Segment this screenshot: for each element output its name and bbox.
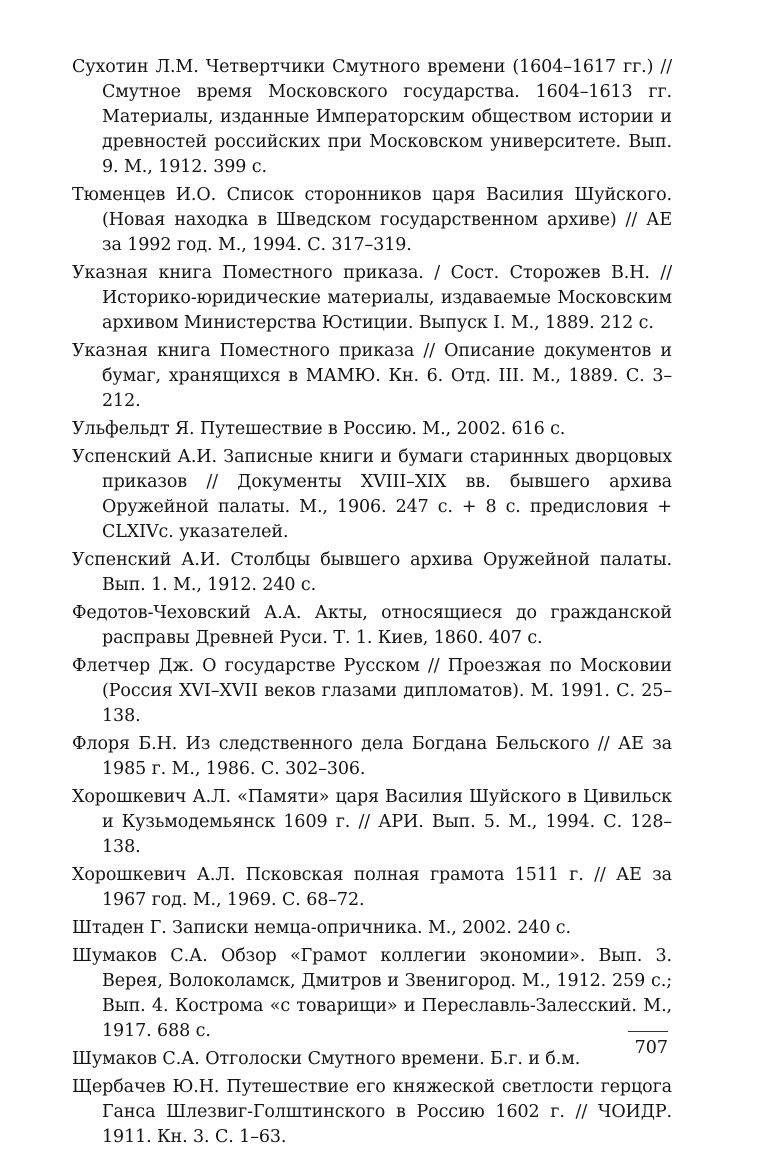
bibliography-entry-sukhotin: Сухотин Л.М. Четвертчики Смутного времени (1604–1617 гг.) // Смутное время Московского государства. 1604–1613 гг. Материалы, изданные Императорским обществом истории и древностей российских при Московском университете. Вып. 9. М., 1912. 399 с.: [72, 57, 672, 177]
bibliography-entry-ulfeldt: Ульфельдт Я. Путешествие в Россию. М., 2002. 616 с.: [72, 419, 566, 439]
bibliography-entry-uspensky-1: Успенский А.И. Записные книги и бумаги старинных дворцовых приказов // Документы XVIII–XIX вв. бывшего архива Оружейной палаты. М., 1906. 247 с. + 8 с. предисловия + CLXIVс. указателей.: [72, 447, 672, 542]
bibliography-entry-fletcher: Флетчер Дж. О государстве Русском // Проезжая по Московии (Россия XVI–XVII веков глазами дипломатов). М. 1991. С. 25–138.: [72, 656, 672, 726]
bibliography-entry-ukaznaya-kniga-1: Указная книга Поместного приказа. / Сост. Сторожев В.Н. // Историко-юридические материалы, издаваемые Московским архивом Министерства Юстиции. Выпуск I. М., 1889. 212 с.: [72, 263, 672, 333]
bibliography-entry-ukaznaya-kniga-2: Указная книга Поместного приказа // Описание документов и бумаг, хранящихся в МАМЮ. Кн. 6. Отд. III. М., 1889. С. 3–212.: [72, 341, 672, 411]
bibliography-entry-florya: Флоря Б.Н. Из следственного дела Богдана Бельского // АЕ за 1985 г. М., 1986. С. 302–306.: [72, 734, 672, 779]
bibliography-entry-staden: Штаден Г. Записки немца-опричника. М., 2002. 240 с.: [72, 918, 571, 938]
bibliography-entry-shumakov-1: Шумаков С.А. Обзор «Грамот коллегии экономии». Вып. 3. Верея, Волоколамск, Дмитров и Звенигород. М., 1912. 259 с.; Вып. 4. Кострома «с товарищи» и Переславль-Залесский. М., 1917. 688 с.: [72, 946, 672, 1041]
bibliography-entry-fedotov-chekhovsky: Федотов-Чеховский А.А. Акты, относящиеся до гражданской расправы Древней Руси. Т. 1. Киев, 1860. 407 с.: [72, 603, 672, 648]
bibliography-entry-tyumentsev: Тюменцев И.О. Список сторонников царя Василия Шуйского. (Новая находка в Шведском государственном архиве) // АЕ за 1992 год. М., 1994. С. 317–319.: [72, 185, 672, 255]
page-number: 707: [634, 1038, 668, 1058]
bibliography-entry-shcherbachev: Щербачев Ю.Н. Путешествие его княжеской светлости герцога Ганса Шлезвиг-Голштинского в Россию 1602 г. // ЧОИДР. 1911. Кн. 3. С. 1–63.: [72, 1077, 672, 1147]
bibliography-entry-uspensky-2: Успенский А.И. Столбцы бывшего архива Оружейной палаты. Вып. 1. М., 1912. 240 с.: [72, 550, 672, 595]
bibliography-entry-khoroshkevich-1: Хорошкевич А.Л. «Памяти» царя Василия Шуйского в Цивильск и Кузьмодемьянск 1609 г. // АРИ. Вып. 5. М., 1994. С. 128–138.: [72, 787, 672, 857]
bibliography-list: [72, 55, 672, 1153]
bibliography-entry-shumakov-2: Шумаков С.А. Отголоски Смутного времени. Б.г. и б.м.: [72, 1049, 581, 1069]
bibliography-entry-khoroshkevich-2: Хорошкевич А.Л. Псковская полная грамота 1511 г. // АЕ за 1967 год. М., 1969. С. 68–72.: [72, 865, 672, 910]
page-number-rule: [628, 1031, 668, 1032]
